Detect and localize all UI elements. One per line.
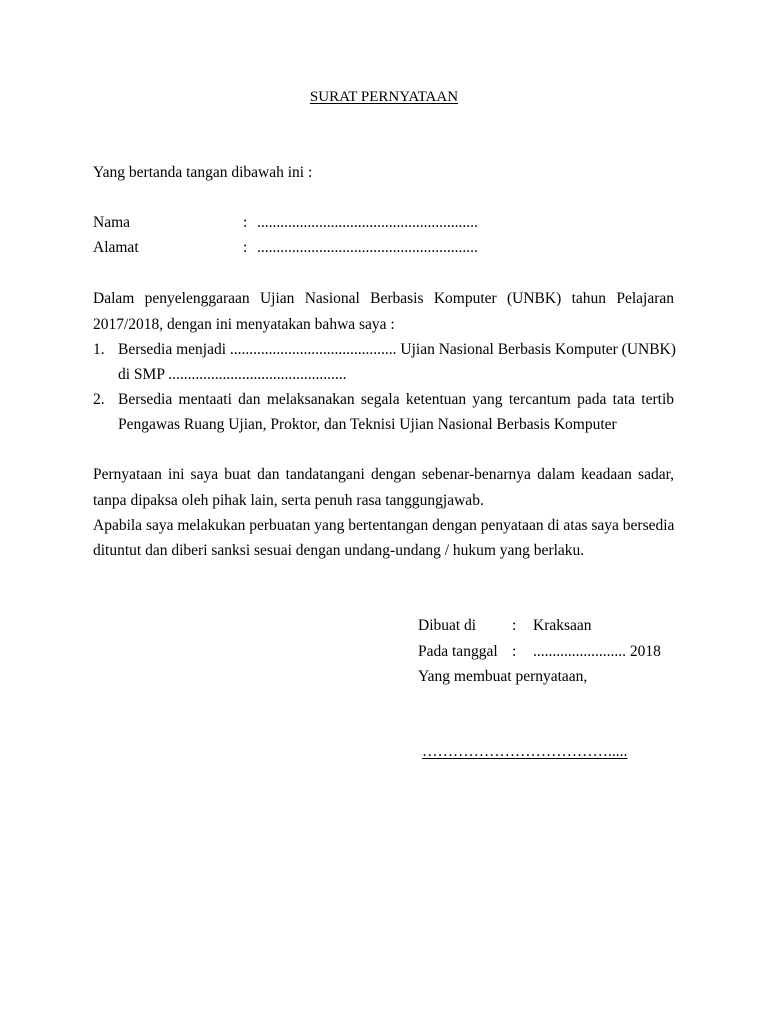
place-sep: : xyxy=(512,617,517,634)
field-label-nama: Nama xyxy=(93,214,131,231)
list-item-2-line2: Pengawas Ruang Ujian, Proktor, dan Teknisi Ujian Nasional Berbasis Komputer xyxy=(118,416,617,433)
signature-line: ………………………………..... xyxy=(422,743,628,760)
date-sep: : xyxy=(512,643,517,660)
date-label: Pada tanggal xyxy=(418,643,498,660)
para1-line2: 2017/2018, dengan ini menyatakan bahwa saya : xyxy=(93,316,395,333)
para2-line3: Apabila saya melakukan perbuatan yang bertentangan dengan penyataan di atas saya bersedia xyxy=(93,517,675,534)
list-item-1-line1: Bersedia menjadi ........................................... Ujian Nasional Berbasis Komputer (UNBK) xyxy=(118,341,676,358)
para2-line1: Pernyataan ini saya buat dan tandatangani dengan sebenar-benarnya dalam keadaan sadar, xyxy=(93,466,674,483)
field-value-alamat: ......................................................... xyxy=(257,239,478,256)
field-value-nama: ......................................................... xyxy=(257,214,478,231)
document-title xyxy=(0,90,768,105)
date-value: ........................ 2018 xyxy=(533,643,661,660)
field-label-alamat: Alamat xyxy=(93,239,139,256)
para2-line4: dituntut dan diberi sanksi sesuai dengan undang-undang / hukum yang berlaku. xyxy=(93,542,585,559)
place-label: Dibuat di xyxy=(418,617,477,634)
maker-label: Yang membuat pernyataan, xyxy=(418,668,588,685)
field-sep-alamat: : xyxy=(243,239,248,256)
para2-line2: tanpa dipaksa oleh pihak lain, serta penuh rasa tanggungjawab. xyxy=(93,492,484,509)
field-sep-nama: : xyxy=(243,214,248,231)
intro-text: Yang bertanda tangan dibawah ini : xyxy=(93,164,313,181)
list-item-1-line2: di SMP .............................................. xyxy=(118,366,347,383)
list-item-2-number: 2. xyxy=(93,391,105,408)
title-text: SURAT PERNYATAAN xyxy=(309,89,459,105)
list-item-2-line1: Bersedia mentaati dan melaksanakan segala ketentuan yang tercantum pada tata tertib xyxy=(118,391,674,408)
place-value: Kraksaan xyxy=(533,617,592,634)
list-item-1-number: 1. xyxy=(93,341,105,358)
para1-line1: Dalam penyelenggaraan Ujian Nasional Berbasis Komputer (UNBK) tahun Pelajaran xyxy=(93,290,674,307)
